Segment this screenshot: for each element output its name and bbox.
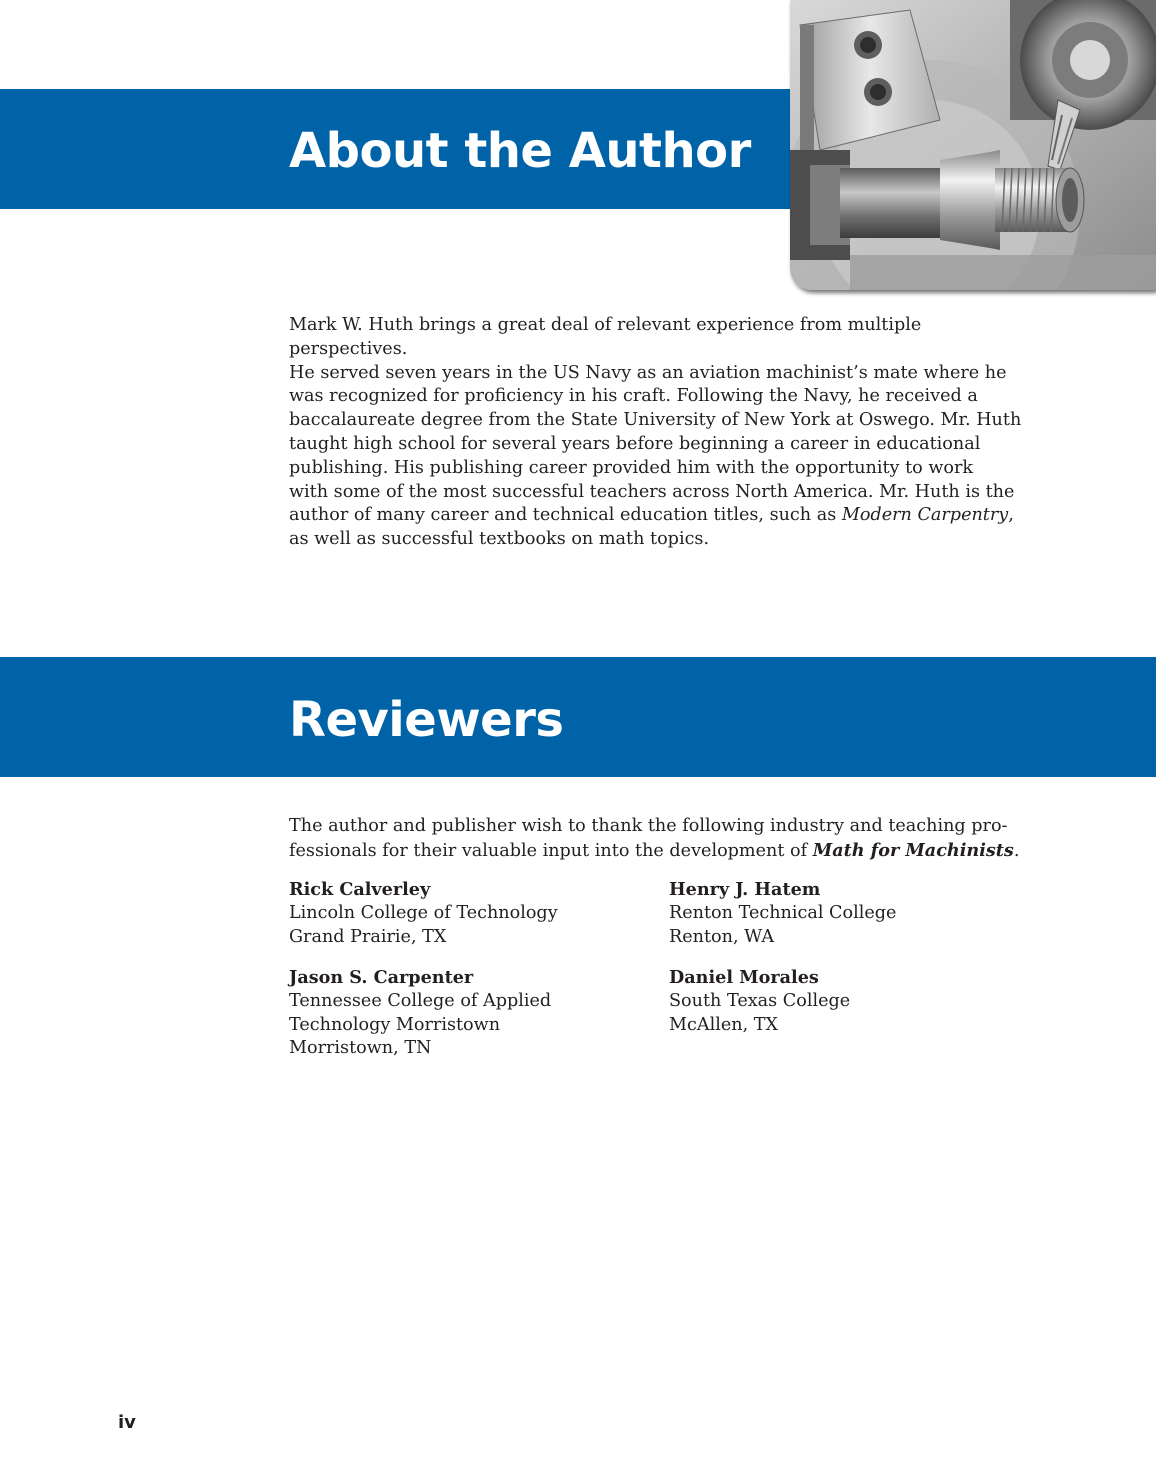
reviewer-location: Morristown, TN xyxy=(289,1038,432,1059)
bio-line: , xyxy=(1008,505,1014,526)
reviewer-name: Jason S. Carpenter xyxy=(289,967,474,988)
bio-line: was recognized for proficiency in his craft. Following the Navy, he received a xyxy=(289,386,978,407)
reviewer-entry xyxy=(289,878,629,949)
book-title-math-for-machinists: Math for Machinists xyxy=(812,839,1014,861)
reviewer-location: Renton, WA xyxy=(669,926,775,947)
reviewer-institution: Lincoln College of Technology xyxy=(289,902,558,923)
reviewer-institution: Tennessee College of Applied xyxy=(289,990,552,1011)
reviewer-name: Daniel Morales xyxy=(669,967,819,988)
reviewers-banner xyxy=(0,657,1156,777)
reviewer-location: Grand Prairie, TX xyxy=(289,926,447,947)
intro-line: The author and publisher wish to thank the following industry and teaching pro- xyxy=(289,816,1008,836)
page-number: iv xyxy=(118,1412,136,1433)
book-title-modern-carpentry: Modern Carpentry xyxy=(841,505,1009,526)
reviewer-institution: South Texas College xyxy=(669,990,851,1011)
lathe-machining-photo xyxy=(790,0,1156,290)
bio-line: He served seven years in the US Navy as an aviation machinist’s mate where he xyxy=(289,362,1007,383)
reviewers-intro-paragraph xyxy=(289,815,1024,864)
reviewer-name: Henry J. Hatem xyxy=(669,879,821,900)
reviewer-entry xyxy=(669,878,1009,949)
intro-line: fessionals for their valuable input into the development of xyxy=(289,840,813,861)
reviewer-entry xyxy=(669,966,1009,1037)
intro-line: . xyxy=(1013,840,1020,861)
bio-line: baccalaureate degree from the State University of New York at Oswego. Mr. Huth xyxy=(289,410,1022,431)
author-bio-paragraph xyxy=(289,314,1024,552)
bio-line: publishing. His publishing career provided him with the opportunity to work xyxy=(289,457,974,478)
reviewer-institution: Technology Morristown xyxy=(289,1014,501,1035)
bio-line: taught high school for several years before beginning a career in educational xyxy=(289,433,981,454)
bio-line: with some of the most successful teachers across North America. Mr. Huth is the xyxy=(289,481,1015,502)
reviewers-heading: Reviewers xyxy=(289,692,564,748)
reviewer-institution: Renton Technical College xyxy=(669,902,897,923)
bio-line: as well as successful textbooks on math topics. xyxy=(289,529,710,550)
about-author-heading: About the Author xyxy=(289,123,751,179)
bio-line: Mark W. Huth brings a great deal of relevant experience from multiple perspectives. xyxy=(289,315,922,359)
reviewer-entry xyxy=(289,966,629,1061)
reviewer-name: Rick Calverley xyxy=(289,879,431,900)
reviewer-location: McAllen, TX xyxy=(669,1014,779,1035)
bio-line: author of many career and technical education titles, such as xyxy=(289,505,842,526)
